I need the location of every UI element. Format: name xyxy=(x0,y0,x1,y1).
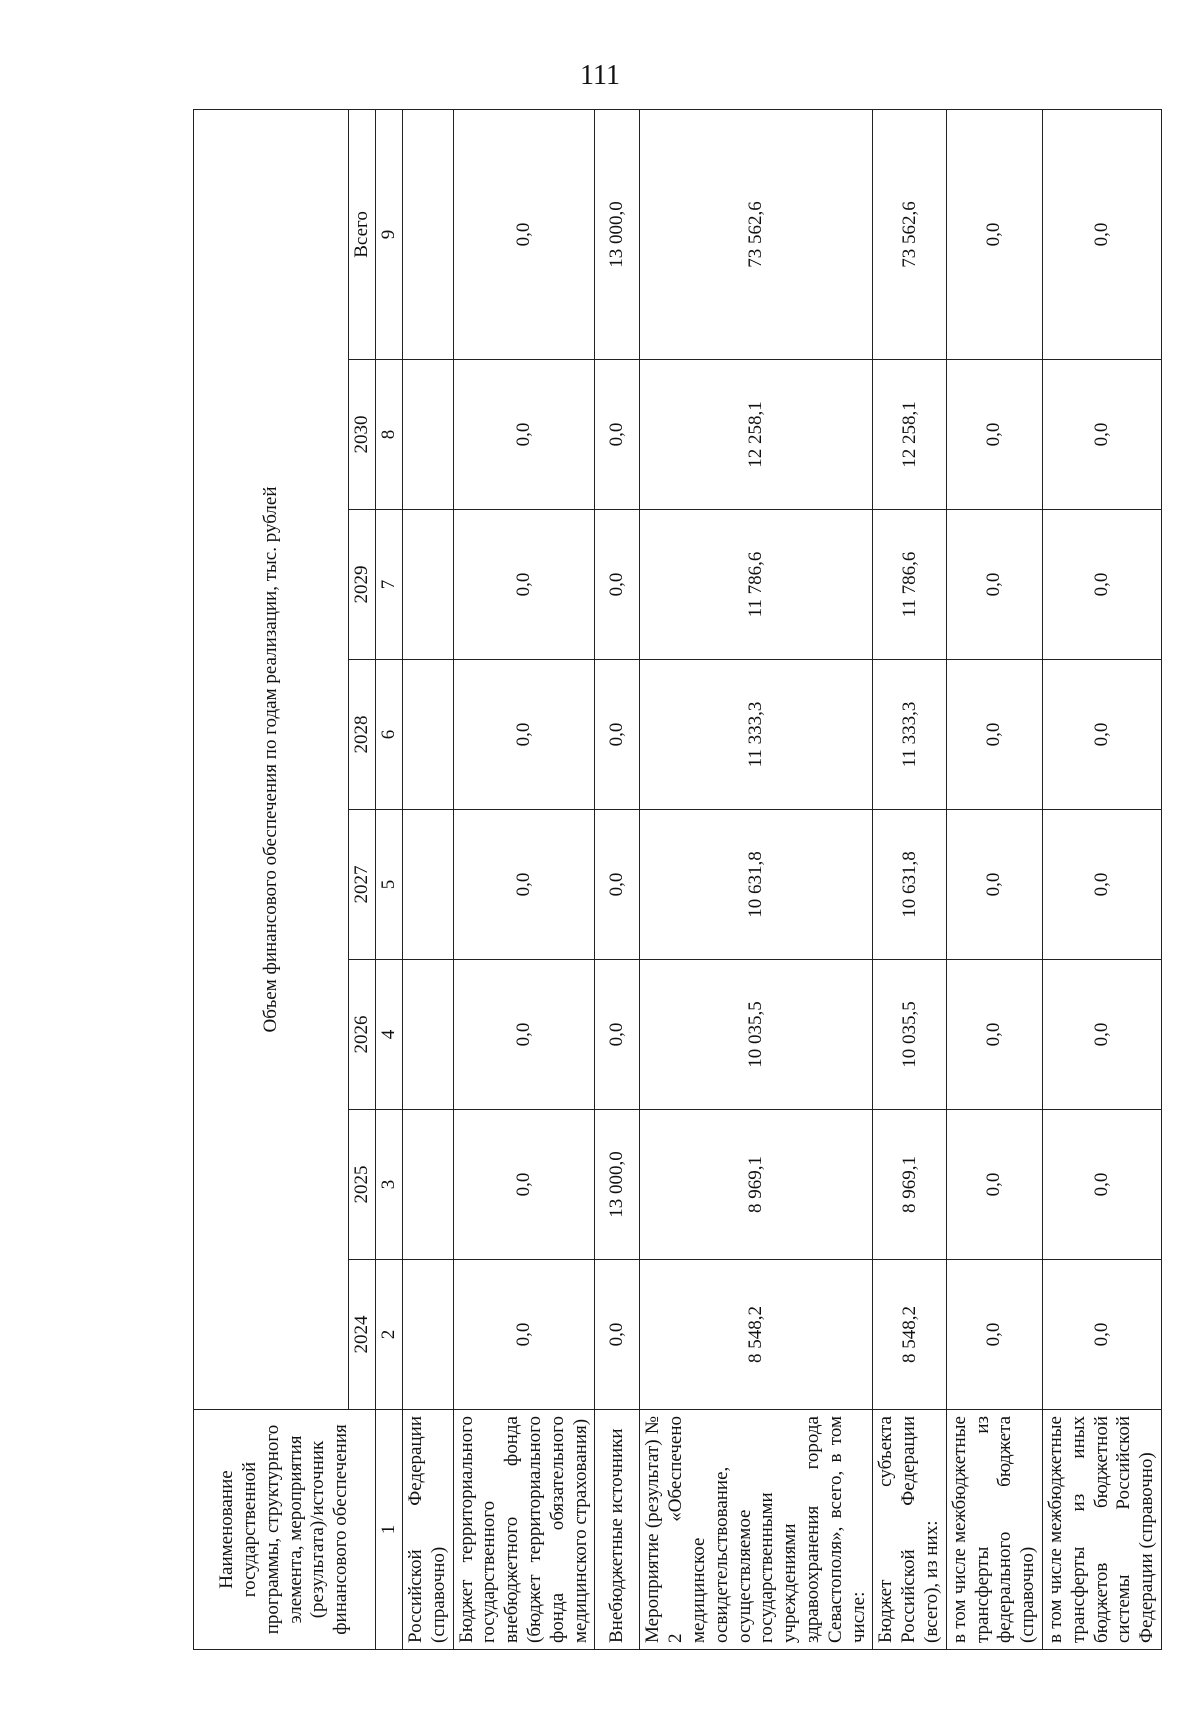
volume-header: Объем финансового обеспечения по годам реализации, тыс. рублей xyxy=(194,109,349,1409)
table-cell: 0,0 xyxy=(1042,109,1161,359)
table-cell: 0,0 xyxy=(946,1260,1042,1410)
year-header: 2029 xyxy=(349,510,376,660)
table-cell: 0,0 xyxy=(595,360,640,510)
table-cell: 0,0 xyxy=(1042,510,1161,660)
table-cell: 0,0 xyxy=(946,109,1042,359)
table-cell: 8 548,2 xyxy=(873,1260,946,1410)
table-cell: 8 969,1 xyxy=(640,1110,873,1260)
table-cell: 0,0 xyxy=(946,810,1042,960)
table-cell: 73 562,6 xyxy=(873,109,946,359)
table-cell: 0,0 xyxy=(946,660,1042,810)
table-cell xyxy=(403,960,454,1110)
table-cell: 0,0 xyxy=(595,810,640,960)
table-row xyxy=(595,109,640,1649)
table-cell xyxy=(403,1260,454,1410)
name-column-header: Наименование государственной программы, структурного элемента, мероприятия (результата)/источник финансового обеспечения xyxy=(194,1410,376,1650)
table-cell xyxy=(403,109,454,359)
table-cell: 0,0 xyxy=(453,1110,595,1260)
row-label: Российской Федерации (справочно) xyxy=(403,1410,454,1650)
column-number: 7 xyxy=(376,510,403,660)
table-cell: 0,0 xyxy=(1042,810,1161,960)
table-cell: 0,0 xyxy=(453,360,595,510)
table-cell: 10 631,8 xyxy=(873,810,946,960)
table-cell xyxy=(403,510,454,660)
table-cell: 0,0 xyxy=(453,1260,595,1410)
table-row xyxy=(946,109,1042,1649)
page-number: 111 xyxy=(580,60,620,91)
table-cell: 73 562,6 xyxy=(640,109,873,359)
table-row xyxy=(873,109,946,1649)
year-header: 2030 xyxy=(349,360,376,510)
column-number: 6 xyxy=(376,660,403,810)
column-number: 2 xyxy=(376,1260,403,1410)
table-cell: 13 000,0 xyxy=(595,1110,640,1260)
year-header: 2028 xyxy=(349,660,376,810)
column-number-row xyxy=(376,109,403,1649)
table-cell: 0,0 xyxy=(595,510,640,660)
header-row xyxy=(194,109,349,1649)
table-cell: 0,0 xyxy=(946,1110,1042,1260)
table-cell xyxy=(403,1110,454,1260)
table-cell: 0,0 xyxy=(946,360,1042,510)
table-cell: 0,0 xyxy=(1042,960,1161,1110)
table-cell: 0,0 xyxy=(1042,1110,1161,1260)
table-cell: 0,0 xyxy=(453,660,595,810)
year-header: Всего xyxy=(349,109,376,359)
table-cell xyxy=(403,810,454,960)
table-row xyxy=(640,109,873,1649)
table-cell: 0,0 xyxy=(946,510,1042,660)
table-row xyxy=(403,109,454,1649)
row-label: в том числе межбюджетные трансферты из федерального бюджета (справочно) xyxy=(946,1410,1042,1650)
column-number: 8 xyxy=(376,360,403,510)
column-number: 5 xyxy=(376,810,403,960)
table-cell: 0,0 xyxy=(595,1260,640,1410)
row-label: Бюджет субъекта Российской Федерации (всего), из них: xyxy=(873,1410,946,1650)
table-cell xyxy=(403,660,454,810)
table-cell: 0,0 xyxy=(946,960,1042,1110)
table-cell: 13 000,0 xyxy=(595,109,640,359)
table-cell: 0,0 xyxy=(1042,1260,1161,1410)
table-cell: 11 333,3 xyxy=(873,660,946,810)
column-number: 4 xyxy=(376,960,403,1110)
table-cell: 12 258,1 xyxy=(873,360,946,510)
table-cell: 0,0 xyxy=(595,960,640,1110)
row-label: Бюджет территориального государственного внебюджетного фонда (бюджет территориального фонда обязательного медицинского страхования) xyxy=(453,1410,595,1650)
table-cell: 0,0 xyxy=(453,510,595,660)
year-header: 2025 xyxy=(349,1110,376,1260)
table-row xyxy=(453,109,595,1649)
table-cell: 8 548,2 xyxy=(640,1260,873,1410)
table-cell: 0,0 xyxy=(595,660,640,810)
table-cell: 0,0 xyxy=(453,960,595,1110)
table-row xyxy=(1042,109,1161,1649)
table-cell: 11 786,6 xyxy=(873,510,946,660)
financing-table xyxy=(193,109,1162,1650)
column-number: 1 xyxy=(376,1410,403,1650)
column-number: 3 xyxy=(376,1110,403,1260)
year-header: 2024 xyxy=(349,1260,376,1410)
table-cell: 10 631,8 xyxy=(640,810,873,960)
table-cell: 0,0 xyxy=(1042,360,1161,510)
year-header: 2026 xyxy=(349,960,376,1110)
table-cell: 10 035,5 xyxy=(640,960,873,1110)
table-cell: 11 786,6 xyxy=(640,510,873,660)
table-cell: 0,0 xyxy=(1042,660,1161,810)
column-number: 9 xyxy=(376,109,403,359)
table-cell: 0,0 xyxy=(453,109,595,359)
year-header: 2027 xyxy=(349,810,376,960)
table-cell: 12 258,1 xyxy=(640,360,873,510)
row-label: Мероприятие (результат) № 2 «Обеспечено медицинское освидетельствование, осуществляемое государственными учреждениями здравоохранения города Севастополя», всего, в том числе: xyxy=(640,1410,873,1650)
table-cell xyxy=(403,360,454,510)
table-cell: 10 035,5 xyxy=(873,960,946,1110)
row-label: Внебюджетные источники xyxy=(595,1410,640,1650)
table-cell: 8 969,1 xyxy=(873,1110,946,1260)
rotated-table-container xyxy=(193,110,1158,1650)
table-cell: 11 333,3 xyxy=(640,660,873,810)
row-label: в том числе межбюджетные трансферты из иных бюджетов бюджетной системы Российской Федерации (справочно) xyxy=(1042,1410,1161,1650)
table-cell: 0,0 xyxy=(453,810,595,960)
